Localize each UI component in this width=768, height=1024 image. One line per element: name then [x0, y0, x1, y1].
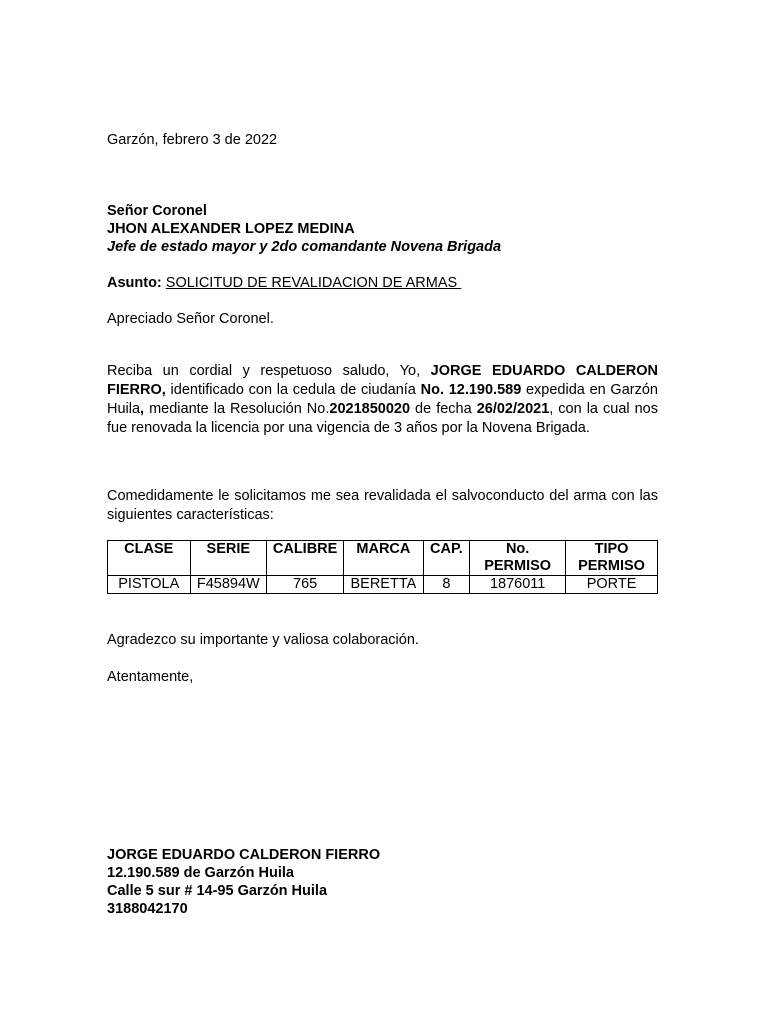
closing: Atentamente, — [107, 669, 194, 685]
signature-name: JORGE EDUARDO CALDERON FIERRO — [107, 847, 381, 863]
subject-text: SOLICITUD DE REVALIDACION DE ARMAS — [165, 275, 462, 291]
header-clase: CLASE — [108, 541, 191, 576]
recipient-position: Jefe de estado mayor y 2do comandante Novena Brigada — [107, 239, 502, 255]
header-marca: MARCA — [344, 541, 424, 576]
body1-text-1: Reciba un cordial y respetuoso saludo, Yo, — [107, 363, 431, 379]
cell-cap: 8 — [423, 576, 470, 594]
recipient-title: Señor Coronel — [107, 203, 207, 219]
subject-label: Asunto: — [107, 275, 162, 291]
body1-comma: , — [140, 401, 145, 417]
subject-line — [107, 274, 658, 293]
body1-text-6: , con la cual nos fue renovada la licencia por una vigencia de 3 años por la Novena Brigada. — [107, 401, 658, 436]
header-calibre: CALIBRE — [267, 541, 344, 576]
weapons-table-wrap — [107, 540, 658, 594]
place-date: Garzón, febrero 3 de 2022 — [107, 132, 278, 148]
header-no-permiso: No. PERMISO — [470, 541, 566, 576]
weapons-table — [107, 540, 658, 594]
cell-no-permiso: 1876011 — [470, 576, 566, 594]
cell-marca: BERETTA — [344, 576, 424, 594]
cell-clase: PISTOLA — [108, 576, 191, 594]
body1-name: JORGE EDUARDO CALDERON FIERRO, — [107, 363, 658, 398]
header-cap: CAP. — [423, 541, 470, 576]
body1-text-2: identificado con la cedula de ciudanía — [165, 382, 421, 398]
body1-date: 26/02/2021 — [476, 401, 550, 417]
greeting: Apreciado Señor Coronel. — [107, 311, 274, 327]
cell-calibre: 765 — [267, 576, 344, 594]
signature-id: 12.190.589 de Garzón Huila — [107, 865, 294, 881]
recipient-name: JHON ALEXANDER LOPEZ MEDINA — [107, 221, 355, 237]
table-row — [108, 576, 658, 594]
thanks: Agradezco su importante y valiosa colaboración. — [107, 632, 419, 648]
body-paragraph-1 — [107, 362, 658, 438]
cell-tipo-permiso: PORTE — [566, 576, 658, 594]
cell-serie: F45894W — [190, 576, 267, 594]
body1-id: No. 12.190.589 — [420, 382, 522, 398]
body1-text-4: mediante la Resolución No. — [144, 401, 330, 417]
body1-text-5: de fecha — [410, 401, 477, 417]
table-header-row — [108, 541, 658, 576]
body1-resolution: 2021850020 — [329, 401, 411, 417]
signature-address: Calle 5 sur # 14-95 Garzón Huila — [107, 883, 328, 899]
signature-phone: 3188042170 — [107, 901, 188, 917]
body1-text-3: expedida en Garzón Huila — [107, 382, 658, 417]
body-paragraph-2: Comedidamente le solicitamos me sea revalidada el salvoconducto del arma con las siguientes características: — [107, 488, 658, 523]
header-serie: SERIE — [190, 541, 267, 576]
header-tipo-permiso: TIPO PERMISO — [566, 541, 658, 576]
